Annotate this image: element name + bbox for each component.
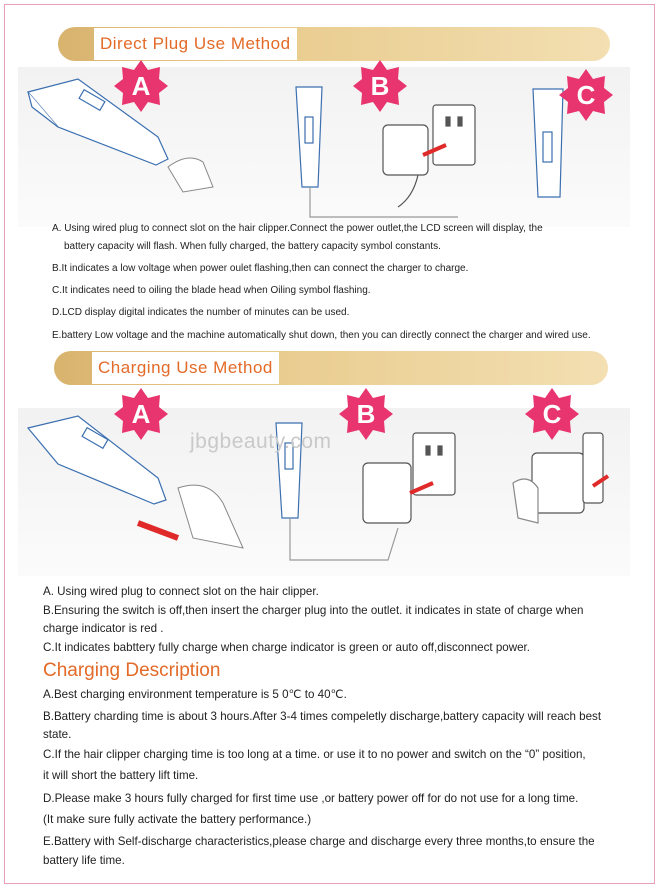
svg-text:A: A [131,71,151,101]
description-line: A.Best charging environment temperature is 5 0℃ to 40℃. [43,688,347,701]
watermark: jbgbeauty.com [190,430,332,453]
illustration-direct-plug [18,67,630,227]
svg-text:A: A [131,399,151,429]
description-line: E.Battery with Self-discharge characteristics,please charge and discharge every three months,to ensure the [43,835,595,848]
description-line: D.Please make 3 hours fully charged for first time use ,or battery power off for do not use for a long time. [43,792,579,805]
instruction-line: charge indicator is red . [43,622,164,635]
svg-text:B: B [356,399,376,429]
svg-text:B: B [370,71,390,101]
svg-text:C: C [542,399,562,429]
charger-icon [363,433,455,523]
badge-c [558,67,614,123]
section-banner-direct-plug [58,27,610,61]
section-title-charging: Charging Use Method [92,352,279,384]
section-title-direct-plug: Direct Plug Use Method [94,28,297,60]
hand-icon [168,158,213,192]
description-line: (It make sure fully activate the battery performance.) [43,813,312,826]
description-line: battery life time. [43,854,125,867]
svg-text:C: C [576,80,596,110]
instruction-line: A. Using wired plug to connect slot on the hair clipper. [43,585,319,598]
section-banner-charging [54,351,608,385]
instruction-line: battery capacity will flash. When fully charged, the battery capacity symbol constants. [64,241,441,252]
instruction-line: C.It indicates babttery fully charge when charge indicator is green or auto off,disconnect power. [43,641,530,654]
charger-in-hand-icon [513,433,603,523]
instruction-line: E.battery Low voltage and the machine automatically shut down, then you can directly connect the charger and wired use. [52,330,591,341]
instruction-line: C.It indicates need to oiling the blade head when Oiling symbol flashing. [52,285,371,296]
badge-a [113,386,169,442]
badge-a [113,58,169,114]
description-line: state. [43,728,72,741]
instruction-line: D.LCD display digital indicates the number of minutes can be used. [52,307,350,318]
instruction-line: A. Using wired plug to connect slot on the hair clipper.Connect the power outlet,the LCD screen will display, the [52,223,543,234]
charger-icon [383,105,475,207]
section-title-charging-description: Charging Description [43,660,221,681]
description-line: it will short the battery lift time. [43,769,199,782]
instruction-line: B.It indicates a low voltage when power oulet flashing,then can connect the charger to charge. [52,263,469,274]
hand-icon [178,485,243,548]
instruction-line: B.Ensuring the switch is off,then insert the charger plug into the outlet. it indicates in state of charge when [43,604,584,617]
badge-c [524,386,580,442]
arrow-icon [138,523,178,538]
description-line: C.If the hair clipper charging time is too long at a time. or use it to no power and switch on the “0” position, [43,748,586,761]
description-line: B.Battery charding time is about 3 hours.After 3-4 times compeletly discharge,battery capacity will reach best [43,710,602,723]
illustration-direct-plug-drawing [18,67,630,227]
badge-b [352,58,408,114]
badge-b [338,386,394,442]
